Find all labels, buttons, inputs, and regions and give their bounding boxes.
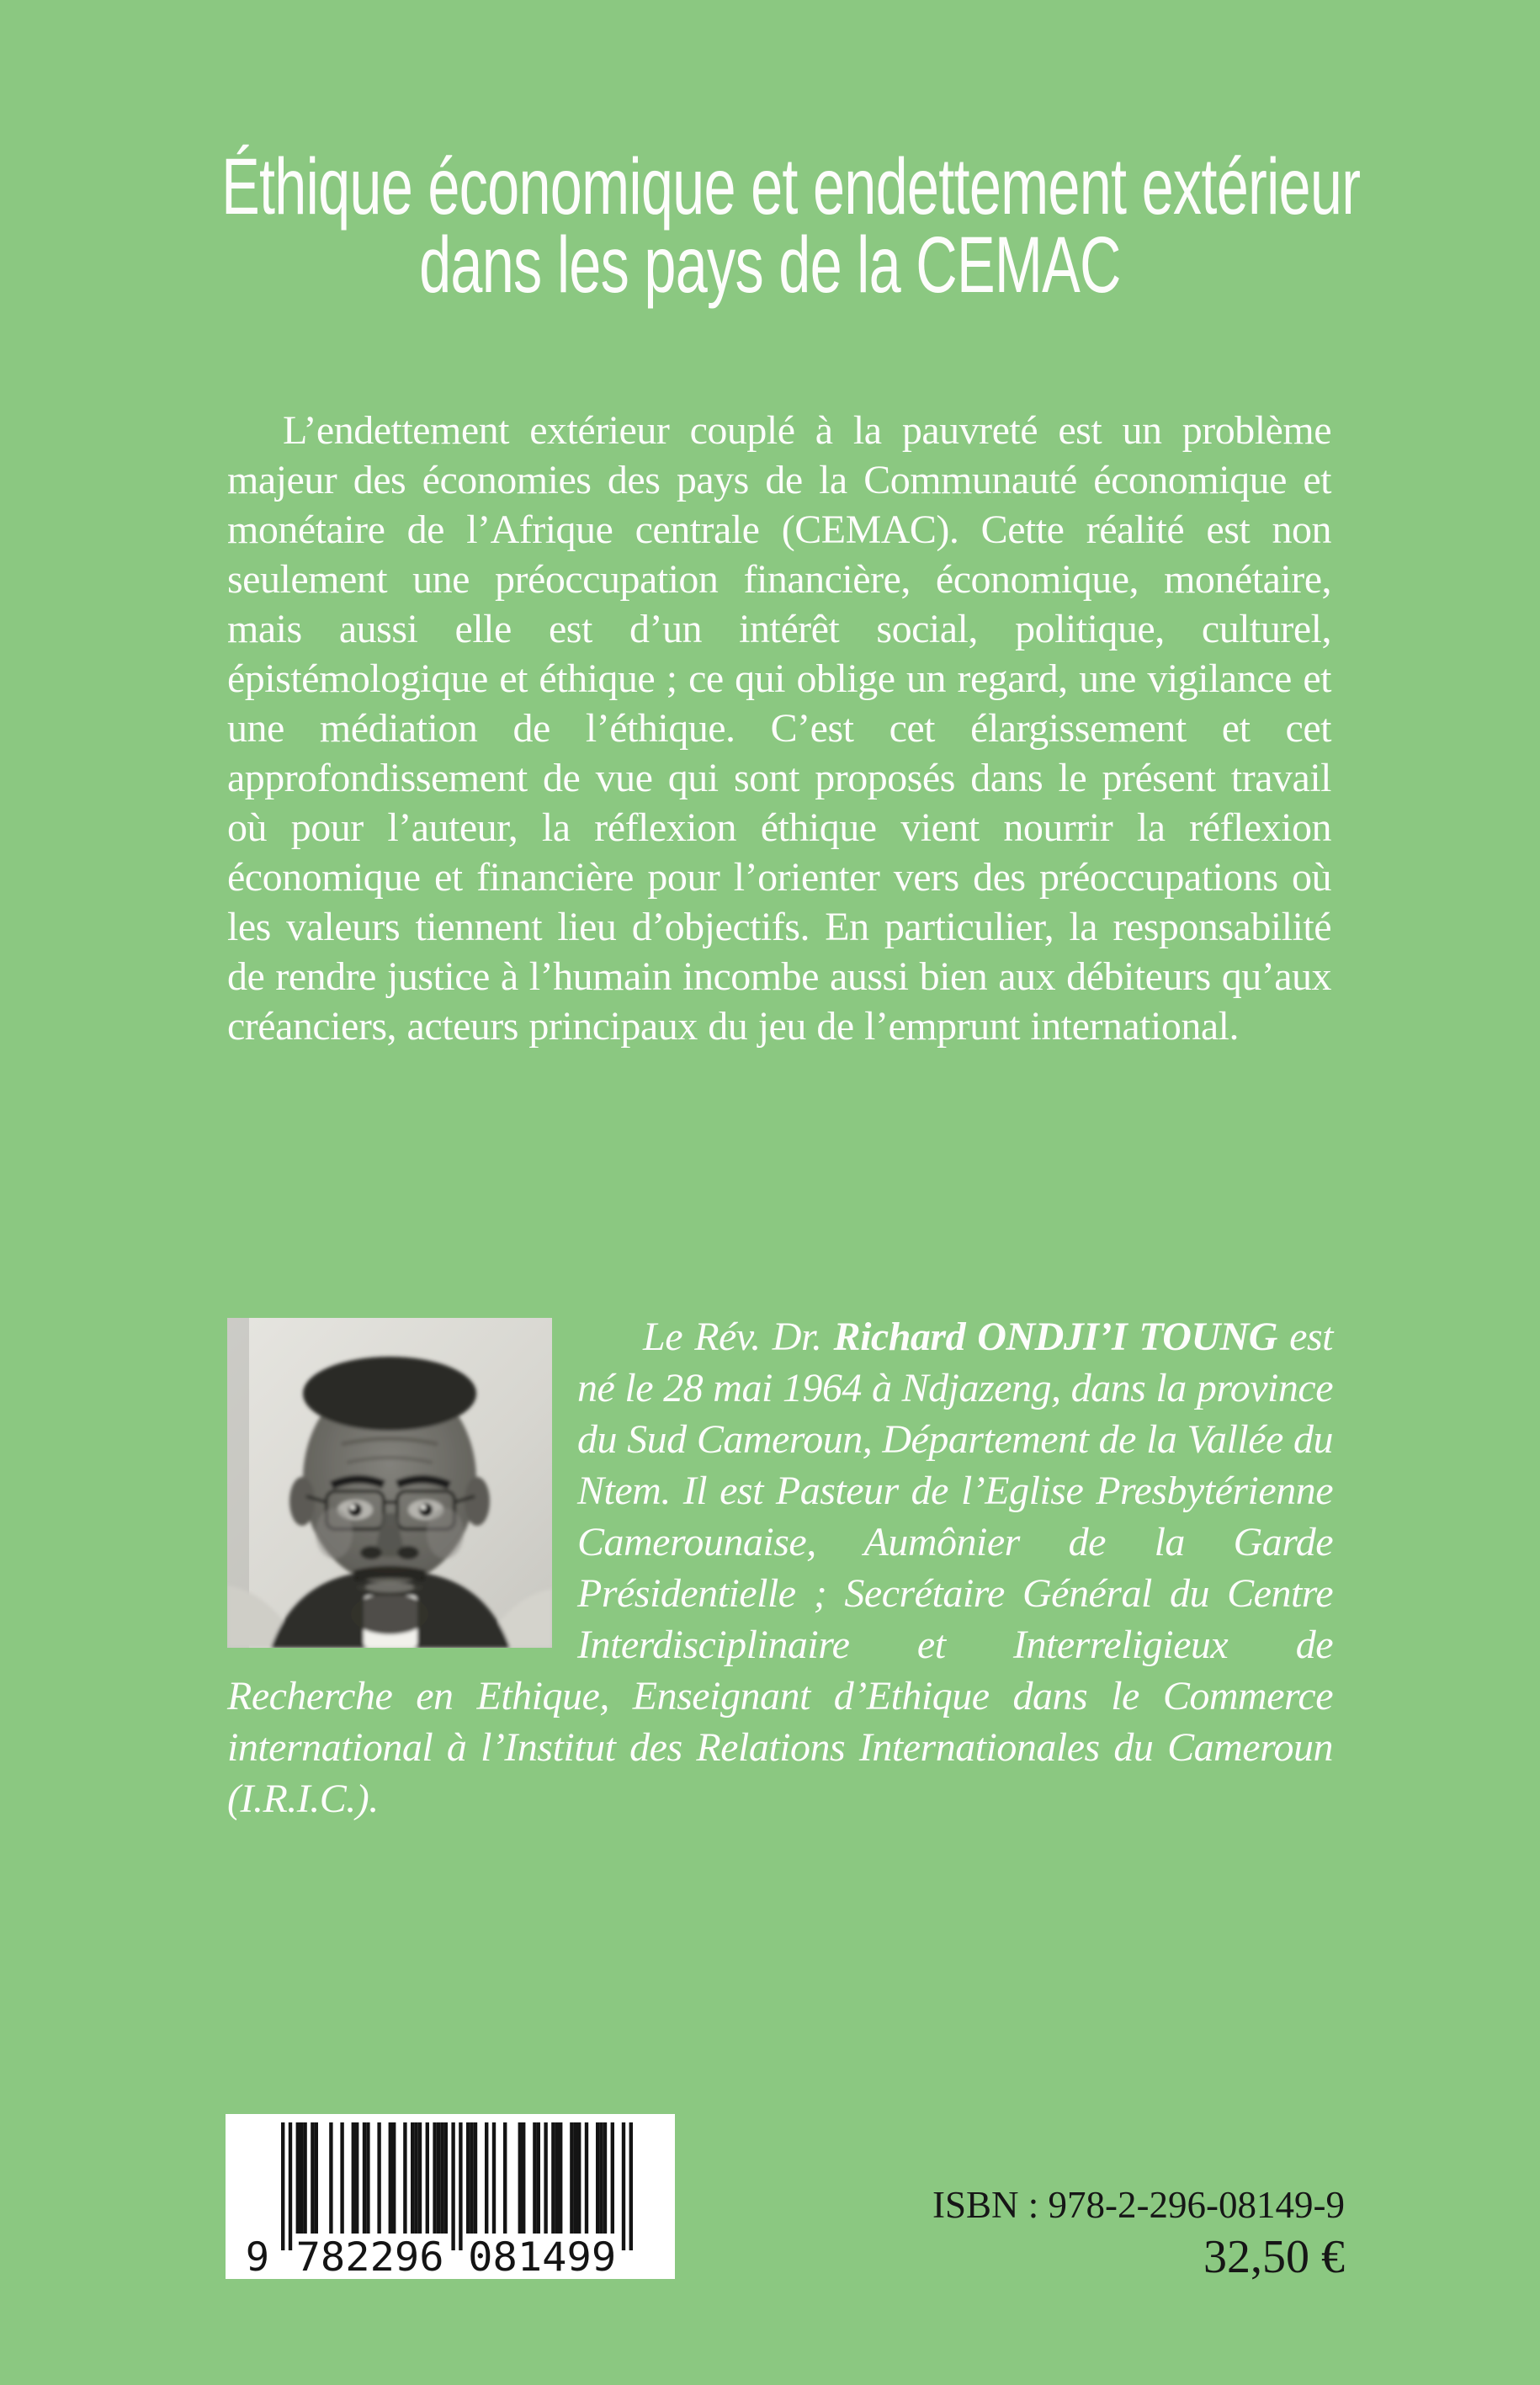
- svg-text:081499: 081499: [468, 2234, 617, 2279]
- author-section: [227, 1311, 1333, 1825]
- svg-text:9: 9: [245, 2234, 269, 2279]
- svg-text:782296: 782296: [295, 2234, 444, 2279]
- author-photo: [227, 1318, 552, 1648]
- price-text: 32,50 €: [1203, 2231, 1345, 2283]
- book-title-line-2: dans les pays de la CEMAC: [419, 220, 1121, 310]
- barcode-ean13: [226, 2114, 675, 2279]
- barcode: [226, 2114, 675, 2279]
- author-bio-prefix: Le Rév. Dr.: [643, 1315, 834, 1359]
- isbn-text: ISBN : 978-2-296-08149-9: [932, 2184, 1345, 2226]
- synopsis-paragraph: L’endettement extérieur couplé à la pauvreté est un problème majeur des économies des pays de la Communauté économique et monétaire de l’Afrique centrale (CEMAC). Cette réalité est non seulement une préoccupation financière, économique, monétaire, mais aussi elle est d’un intérêt social, politique, culturel, épistémologique et éthique ; ce qui oblige un regard, une vigilance et une médiation de l’éthique. C’est cet élargissement et cet approfondissement de vue qui sont proposés dans le présent travail où pour l’auteur, la réflexion éthique vient nourrir la réflexion économique et financière pour l’orienter vers des préoccupations où les valeurs tiennent lieu d’objectifs. En particulier, la responsabilité de rendre justice à l’humain incombe aussi bien aux débiteurs qu’aux créanciers, acteurs principaux du jeu de l’emprunt international.: [227, 408, 1331, 1049]
- author-portrait-illustration: [227, 1318, 552, 1648]
- author-name: Richard ONDJI’I TOUNG: [833, 1315, 1277, 1359]
- author-bio-rest: est né le 28 mai 1964 à Ndjazeng, dans la province du Sud Cameroun, Département de la Vallée du Ntem. Il est Pasteur de l’Eglise Presbytérienne Camerounaise, Aumônier de la Garde Présidentielle ; Secrétaire Général du Centre Interdisciplinaire et Interreligieux de Recherche en Ethique, Enseignant d’Ethique dans le Commerce international à l’Institut des Relations Internationales du Cameroun (I.R.I.C.).: [227, 1315, 1334, 1821]
- book-title-line-1: Éthique économique et endettement extérieur: [221, 141, 1361, 231]
- book-title: [0, 141, 1540, 310]
